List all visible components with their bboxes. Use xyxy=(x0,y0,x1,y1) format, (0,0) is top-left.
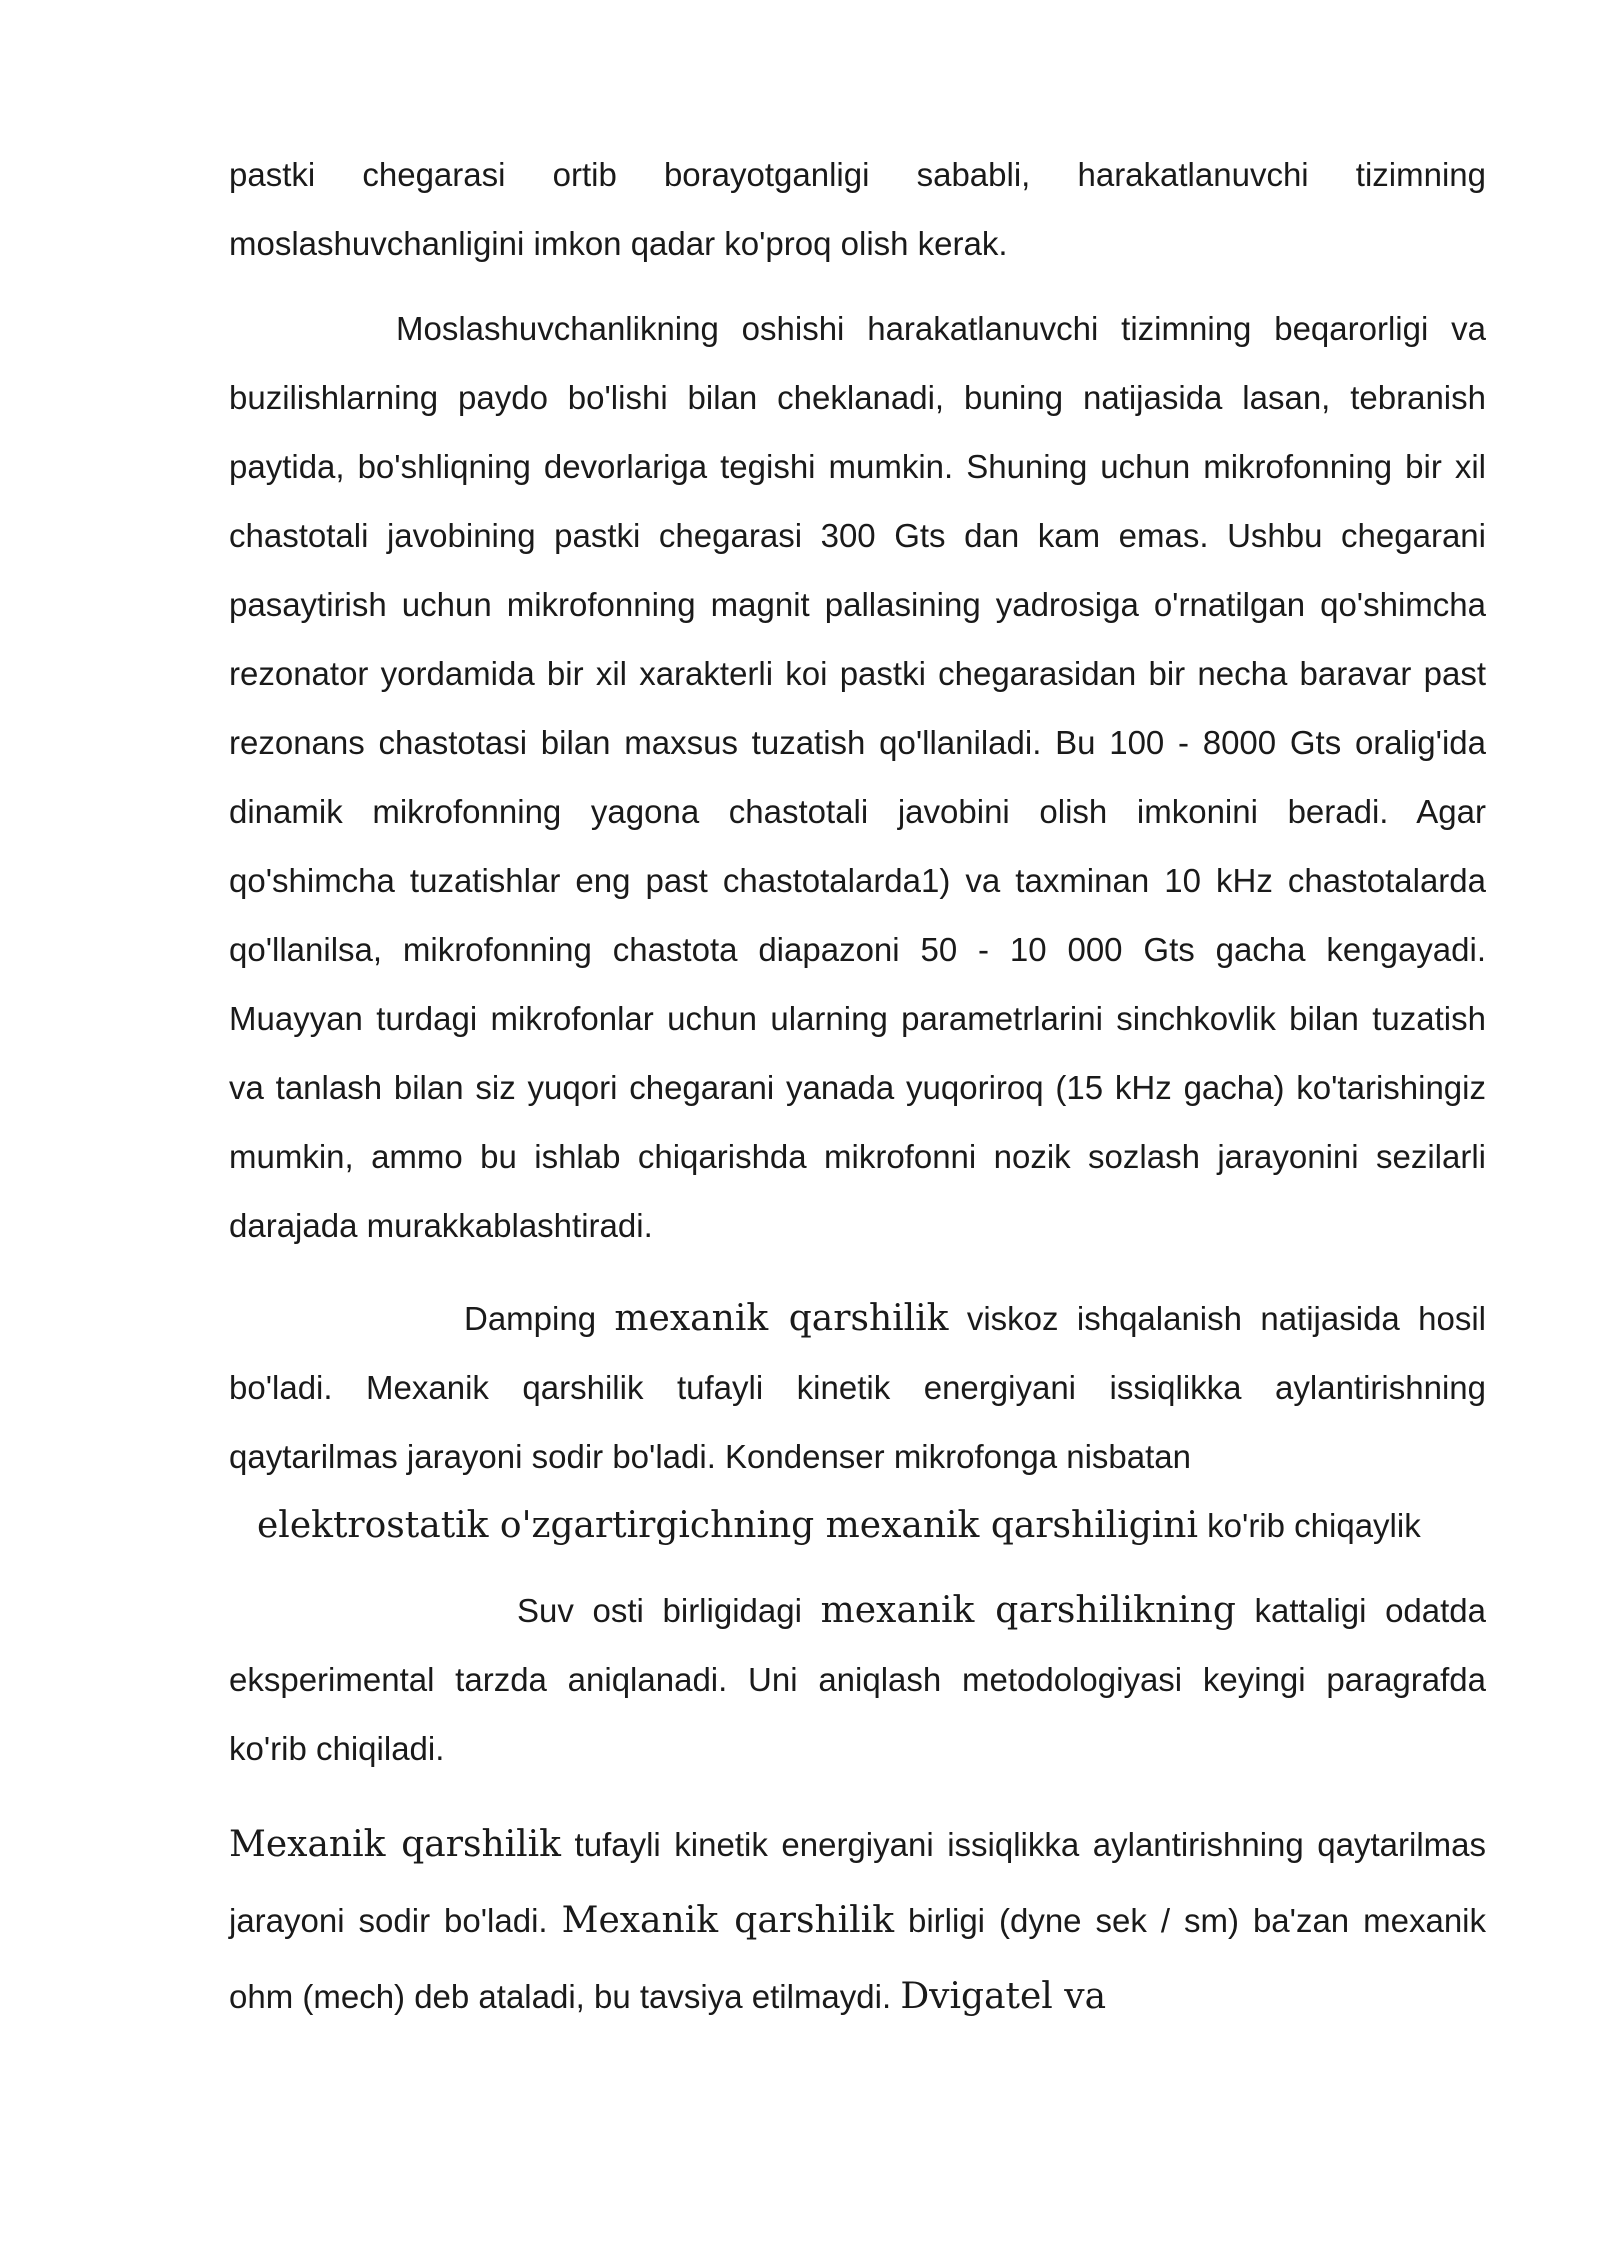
paragraph-4 xyxy=(229,1491,1486,1560)
paragraph-5-term: mexanik qarshilikning xyxy=(820,1590,1236,1631)
paragraph-4-term: elektrostatik o'zgartirgichning mexanik qarshiligini xyxy=(257,1505,1198,1546)
paragraph-5-text-a: Suv osti birligidagi xyxy=(517,1592,821,1629)
paragraph-4-text-b: ko'rib chiqaylik xyxy=(1198,1507,1421,1544)
paragraph-5 xyxy=(229,1576,1486,1783)
paragraph-5-text-c: kattaligi odatda eksperimental tarzda aniqlanadi. Uni aniqlash metodologiyasi keyingi paragrafda ko'rib chiqiladi. xyxy=(229,1592,1487,1767)
paragraph-6-term-2: Mexanik qarshilik xyxy=(561,1900,895,1941)
paragraph-3-term: mexanik qarshilik xyxy=(614,1298,949,1339)
paragraph-6-term-1: Mexanik qarshilik xyxy=(229,1824,561,1865)
paragraph-6-text-d: birligi (dyne sek / sm) ba'zan mexanik ohm (mech) deb ataladi, bu tavsiya etilmaydi. xyxy=(229,1902,1487,2015)
paragraph-3-text-c: viskoz ishqalanish natijasida hosil bo'ladi. Mexanik qarshilik tufayli kinetik energiyani issiqlikka aylantirishning qaytarilmas jarayoni sodir bo'ladi. Kondenser mikrofonga nisbatan xyxy=(229,1300,1486,1475)
paragraph-6-term-3: Dvigatel va xyxy=(900,1976,1107,2017)
paragraph-1 xyxy=(229,140,1486,278)
paragraph-2-text: Moslashuvchanlikning oshishi harakatlanuvchi tizimning beqarorligi va buzilishlarning paydo bo'lishi bilan cheklanadi, buning natijasida lasan, tebranish paytida, bo'shliqning devorlariga tegishi mumkin. Shuning uchun mikrofonning bir xil chastotali javobining pastki chegarasi 300 Gts dan kam emas. Ushbu chegarani pasaytirish uchun mikrofonning magnit pallasining yadrosiga o'rnatilgan qo'shimcha rezonator yordamida bir xil xarakterli koi pastki chegarasidan bir necha baravar past rezonans chastotasi bilan maxsus tuzatish qo'llaniladi. Bu 100 - 8000 Gts oralig'ida dinamik mikrofonning yagona chastotali javobini olish imkonini beradi. Agar qo'shimcha tuzatishlar eng past chastotalarda1) va taxminan 10 kHz chastotalarda qo'llanilsa, mikrofonning chastota diapazoni 50 - 10 000 Gts gacha kengayadi. Muayyan turdagi mikrofonlar uchun ularning parametrlarini sinchkovlik bilan tuzatish va tanlash bilan siz yuqori chegarani yanada yuqoriroq (15 kHz gacha) ko'tarishingiz mumkin, ammo bu ishlab chiqarishda mikrofonni nozik sozlash jarayonini sezilarli darajada murakkablashtiradi. xyxy=(229,310,1486,1244)
paragraph-1-text: pastki chegarasi ortib borayotganligi sababli, harakatlanuvchi tizimning moslashuvchanligini imkon qadar ko'proq olish kerak. xyxy=(229,156,1486,262)
paragraph-3 xyxy=(229,1284,1486,1491)
paragraph-2 xyxy=(229,294,1486,1260)
document-page xyxy=(229,140,1486,2035)
paragraph-3-text-a: Damping xyxy=(464,1300,615,1337)
paragraph-6-text-b: tufayli kinetik energiyani issiqlikka aylantirishning qaytarilmas jarayoni sodir bo'ladi. xyxy=(229,1826,1486,1939)
paragraph-6 xyxy=(229,1807,1486,2035)
